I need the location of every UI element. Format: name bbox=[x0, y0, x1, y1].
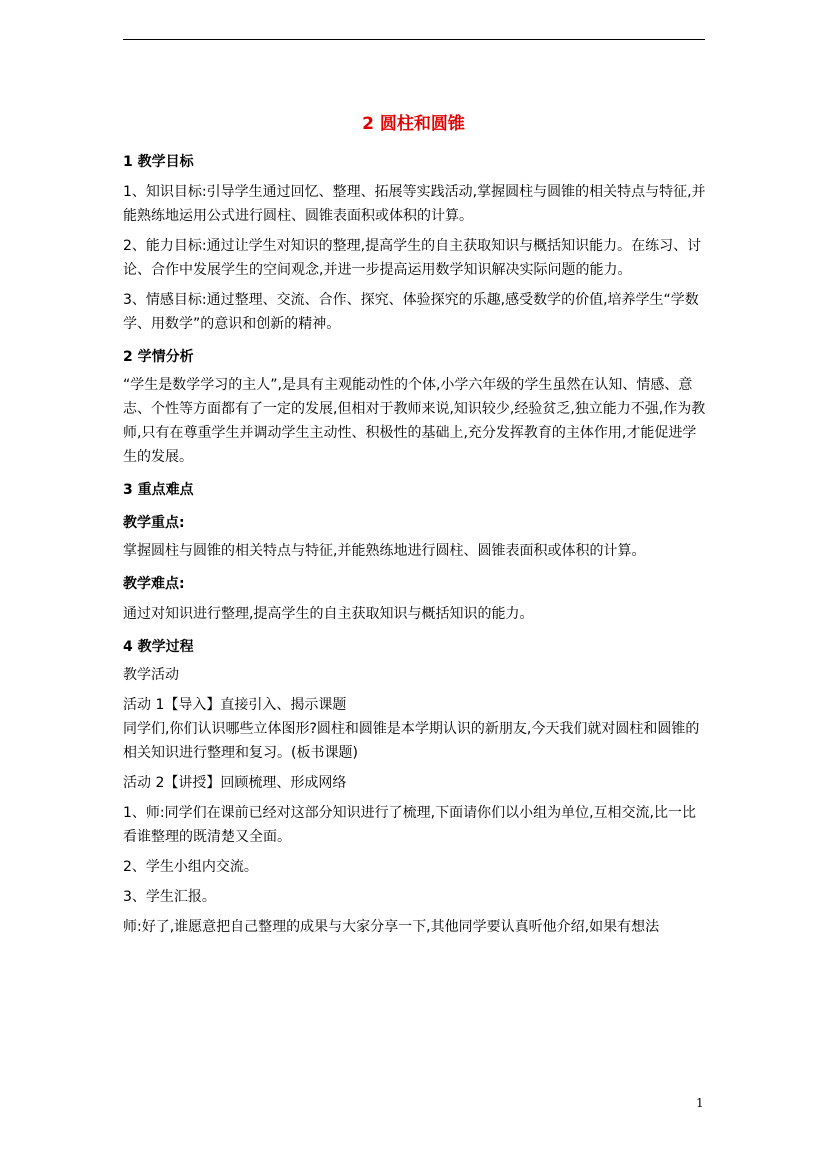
paragraph-difficulty: 通过对知识进行整理,提高学生的自主获取知识与概括知识的能力。 bbox=[123, 606, 534, 622]
paragraph-ability-goal: 2、能力目标:通过让学生对知识的整理,提高学生的自主获取知识与概括知识能力。在练习、讨论、合作中发展学生的空间观念,并进一步提高运用数学知识解决实际问题的能力。 bbox=[123, 238, 702, 278]
line-teaching-activity: 教学活动 bbox=[123, 667, 179, 683]
subheading-key-point: 教学重点: bbox=[123, 515, 185, 531]
paragraph-step-3: 3、学生汇报。 bbox=[123, 889, 216, 905]
paragraph-teacher-talk: 师:好了,谁愿意把自己整理的成果与大家分享一下,其他同学要认真听他介绍,如果有想法 bbox=[123, 919, 660, 935]
section-heading-objectives: 1 教学目标 bbox=[123, 154, 194, 170]
subheading-difficulty: 教学难点: bbox=[123, 576, 185, 592]
paragraph-knowledge-goal: 1、知识目标:引导学生通过回忆、整理、拓展等实践活动,掌握圆柱与圆锥的相关特点与特征,并能熟练地运用公式进行圆柱、圆锥表面积或体积的计算。 bbox=[123, 184, 706, 224]
document-title: 2 圆柱和圆锥 bbox=[362, 114, 465, 134]
paragraph-key-point: 掌握圆柱与圆锥的相关特点与特征,并能熟练地进行圆柱、圆锥表面积或体积的计算。 bbox=[123, 543, 646, 559]
section-heading-analysis: 2 学情分析 bbox=[123, 349, 194, 365]
paragraph-introduction: 同学们,你们认识哪些立体图形?圆柱和圆锥是本学期认识的新朋友,今天我们就对圆柱和圆锥的相关知识进行整理和复习。(板书课题) bbox=[123, 721, 700, 761]
paragraph-student-analysis: “学生是数学学习的主人”,是具有主观能动性的个体,小学六年级的学生虽然在认知、情感、意志、个性等方面都有了一定的发展,但相对于教师来说,知识较少,经验贫乏,独立能力不强,作为教师,只有在尊重学生并调动学生主动性、积极性的基础上,充分发挥教育的主体作用,才能促进学生的发展。 bbox=[123, 377, 706, 465]
section-heading-process: 4 教学过程 bbox=[123, 639, 194, 655]
paragraph-step-2: 2、学生小组内交流。 bbox=[123, 859, 258, 875]
header-rule bbox=[123, 39, 705, 40]
paragraph-step-1: 1、师:同学们在课前已经对这部分知识进行了梳理,下面请你们以小组为单位,互相交流,比一比看谁整理的既清楚又全面。 bbox=[123, 805, 696, 845]
page-number: 1 bbox=[696, 1096, 704, 1110]
paragraph-emotion-goal: 3、情感目标:通过整理、交流、合作、探究、体验探究的乐趣,感受数学的价值,培养学生“学数学、用数学”的意识和创新的精神。 bbox=[123, 292, 699, 332]
line-activity-2: 活动 2【讲授】回顾梳理、形成网络 bbox=[123, 775, 347, 791]
document-body bbox=[123, 150, 707, 939]
line-activity-1: 活动 1【导入】直接引入、揭示课题 bbox=[123, 697, 347, 713]
section-heading-key-points: 3 重点难点 bbox=[123, 482, 194, 498]
